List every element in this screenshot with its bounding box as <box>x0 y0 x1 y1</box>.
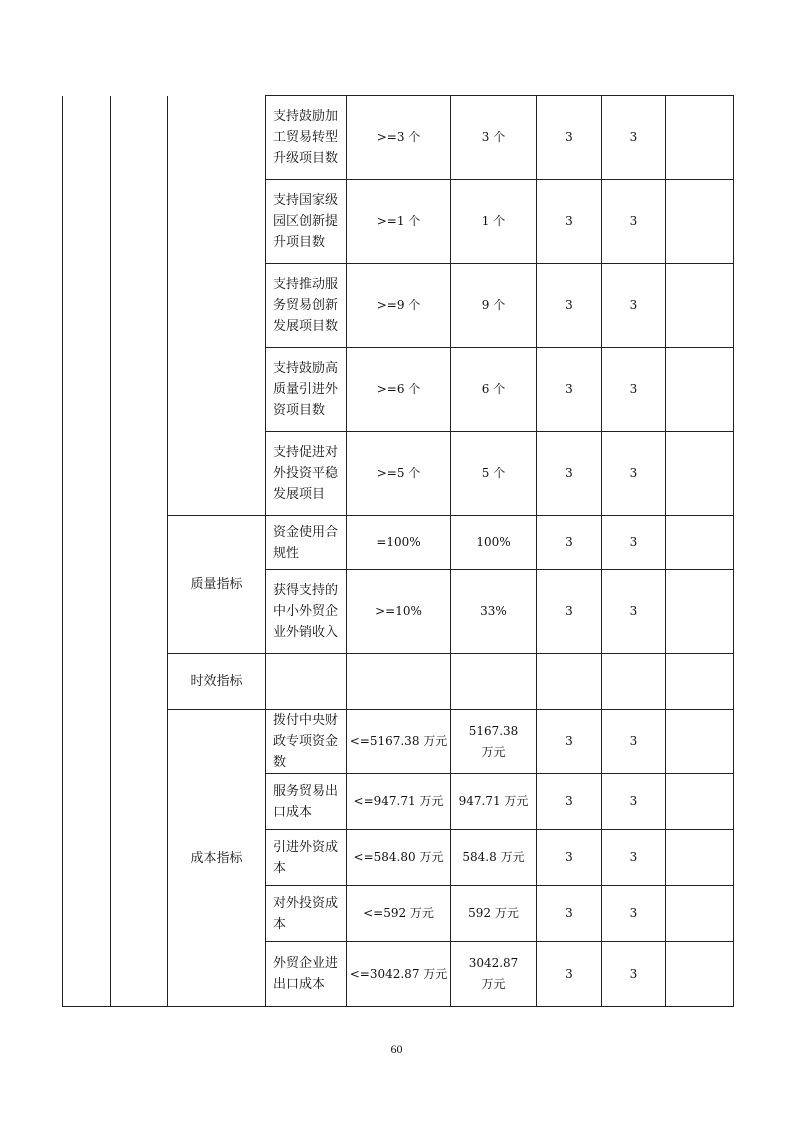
indicator-name: 对外投资成本 <box>266 886 347 942</box>
level1-indicator-cell <box>63 96 111 1007</box>
score-value: 3 <box>602 348 666 432</box>
weight-value: 3 <box>537 710 602 774</box>
note-cell <box>666 886 734 942</box>
actual-value: 3 个 <box>451 96 537 180</box>
weight-value: 3 <box>537 432 602 516</box>
score-value: 3 <box>602 774 666 830</box>
performance-indicator-table <box>62 95 734 1007</box>
actual-value: 5167.38 万元 <box>451 710 537 774</box>
target-value: >=1 个 <box>347 180 451 264</box>
indicator-name: 支持促进对外投资平稳发展项目 <box>266 432 347 516</box>
actual-value: 584.8 万元 <box>451 830 537 886</box>
cost-category-cell: 成本指标 <box>168 710 266 1007</box>
score-value: 3 <box>602 516 666 570</box>
timeliness-category-cell: 时效指标 <box>168 654 266 710</box>
target-value: <=5167.38 万元 <box>347 710 451 774</box>
weight-value: 3 <box>537 180 602 264</box>
indicator-name: 支持鼓励高质量引进外资项目数 <box>266 348 347 432</box>
weight-value: 3 <box>537 348 602 432</box>
note-cell <box>666 264 734 348</box>
score-value: 3 <box>602 570 666 654</box>
actual-value <box>451 654 537 710</box>
indicator-name: 外贸企业进出口成本 <box>266 942 347 1007</box>
weight-value: 3 <box>537 830 602 886</box>
note-cell <box>666 710 734 774</box>
indicator-name: 服务贸易出口成本 <box>266 774 347 830</box>
score-value <box>602 654 666 710</box>
actual-value: 6 个 <box>451 348 537 432</box>
actual-value: 1 个 <box>451 180 537 264</box>
actual-value: 100% <box>451 516 537 570</box>
actual-value: 9 个 <box>451 264 537 348</box>
actual-value: 947.71 万元 <box>451 774 537 830</box>
note-cell <box>666 96 734 180</box>
weight-value: 3 <box>537 886 602 942</box>
weight-value: 3 <box>537 96 602 180</box>
target-value: =100% <box>347 516 451 570</box>
target-value: <=592 万元 <box>347 886 451 942</box>
weight-value: 3 <box>537 516 602 570</box>
weight-value: 3 <box>537 264 602 348</box>
level2-indicator-cell <box>111 96 168 1007</box>
actual-value: 592 万元 <box>451 886 537 942</box>
indicator-name: 支持国家级园区创新提升项目数 <box>266 180 347 264</box>
indicator-name <box>266 654 347 710</box>
target-value: >=9 个 <box>347 264 451 348</box>
note-cell <box>666 570 734 654</box>
target-value: <=3042.87 万元 <box>347 942 451 1007</box>
score-value: 3 <box>602 886 666 942</box>
note-cell <box>666 432 734 516</box>
weight-value: 3 <box>537 774 602 830</box>
score-value: 3 <box>602 180 666 264</box>
note-cell <box>666 180 734 264</box>
note-cell <box>666 348 734 432</box>
target-value: >=3 个 <box>347 96 451 180</box>
note-cell <box>666 830 734 886</box>
page-number: 60 <box>390 1042 403 1056</box>
weight-value <box>537 654 602 710</box>
score-value: 3 <box>602 264 666 348</box>
actual-value: 3042.87 万元 <box>451 942 537 1007</box>
indicator-name: 资金使用合规性 <box>266 516 347 570</box>
score-value: 3 <box>602 942 666 1007</box>
quality-category-cell: 质量指标 <box>168 516 266 654</box>
note-cell <box>666 654 734 710</box>
target-value <box>347 654 451 710</box>
indicator-name: 拨付中央财政专项资金数 <box>266 710 347 774</box>
indicator-name: 支持推动服务贸易创新发展项目数 <box>266 264 347 348</box>
indicator-name: 引进外资成本 <box>266 830 347 886</box>
score-value: 3 <box>602 830 666 886</box>
weight-value: 3 <box>537 942 602 1007</box>
note-cell <box>666 774 734 830</box>
indicator-name: 获得支持的中小外贸企业外销收入 <box>266 570 347 654</box>
score-value: 3 <box>602 710 666 774</box>
note-cell <box>666 516 734 570</box>
weight-value: 3 <box>537 570 602 654</box>
score-value: 3 <box>602 96 666 180</box>
score-value: 3 <box>602 432 666 516</box>
quantity-category-cell <box>168 96 266 516</box>
indicator-name: 支持鼓励加工贸易转型升级项目数 <box>266 96 347 180</box>
target-value: <=584.80 万元 <box>347 830 451 886</box>
target-value: >=10% <box>347 570 451 654</box>
actual-value: 33% <box>451 570 537 654</box>
target-value: <=947.71 万元 <box>347 774 451 830</box>
actual-value: 5 个 <box>451 432 537 516</box>
target-value: >=5 个 <box>347 432 451 516</box>
note-cell <box>666 942 734 1007</box>
target-value: >=6 个 <box>347 348 451 432</box>
table-row <box>63 96 734 180</box>
